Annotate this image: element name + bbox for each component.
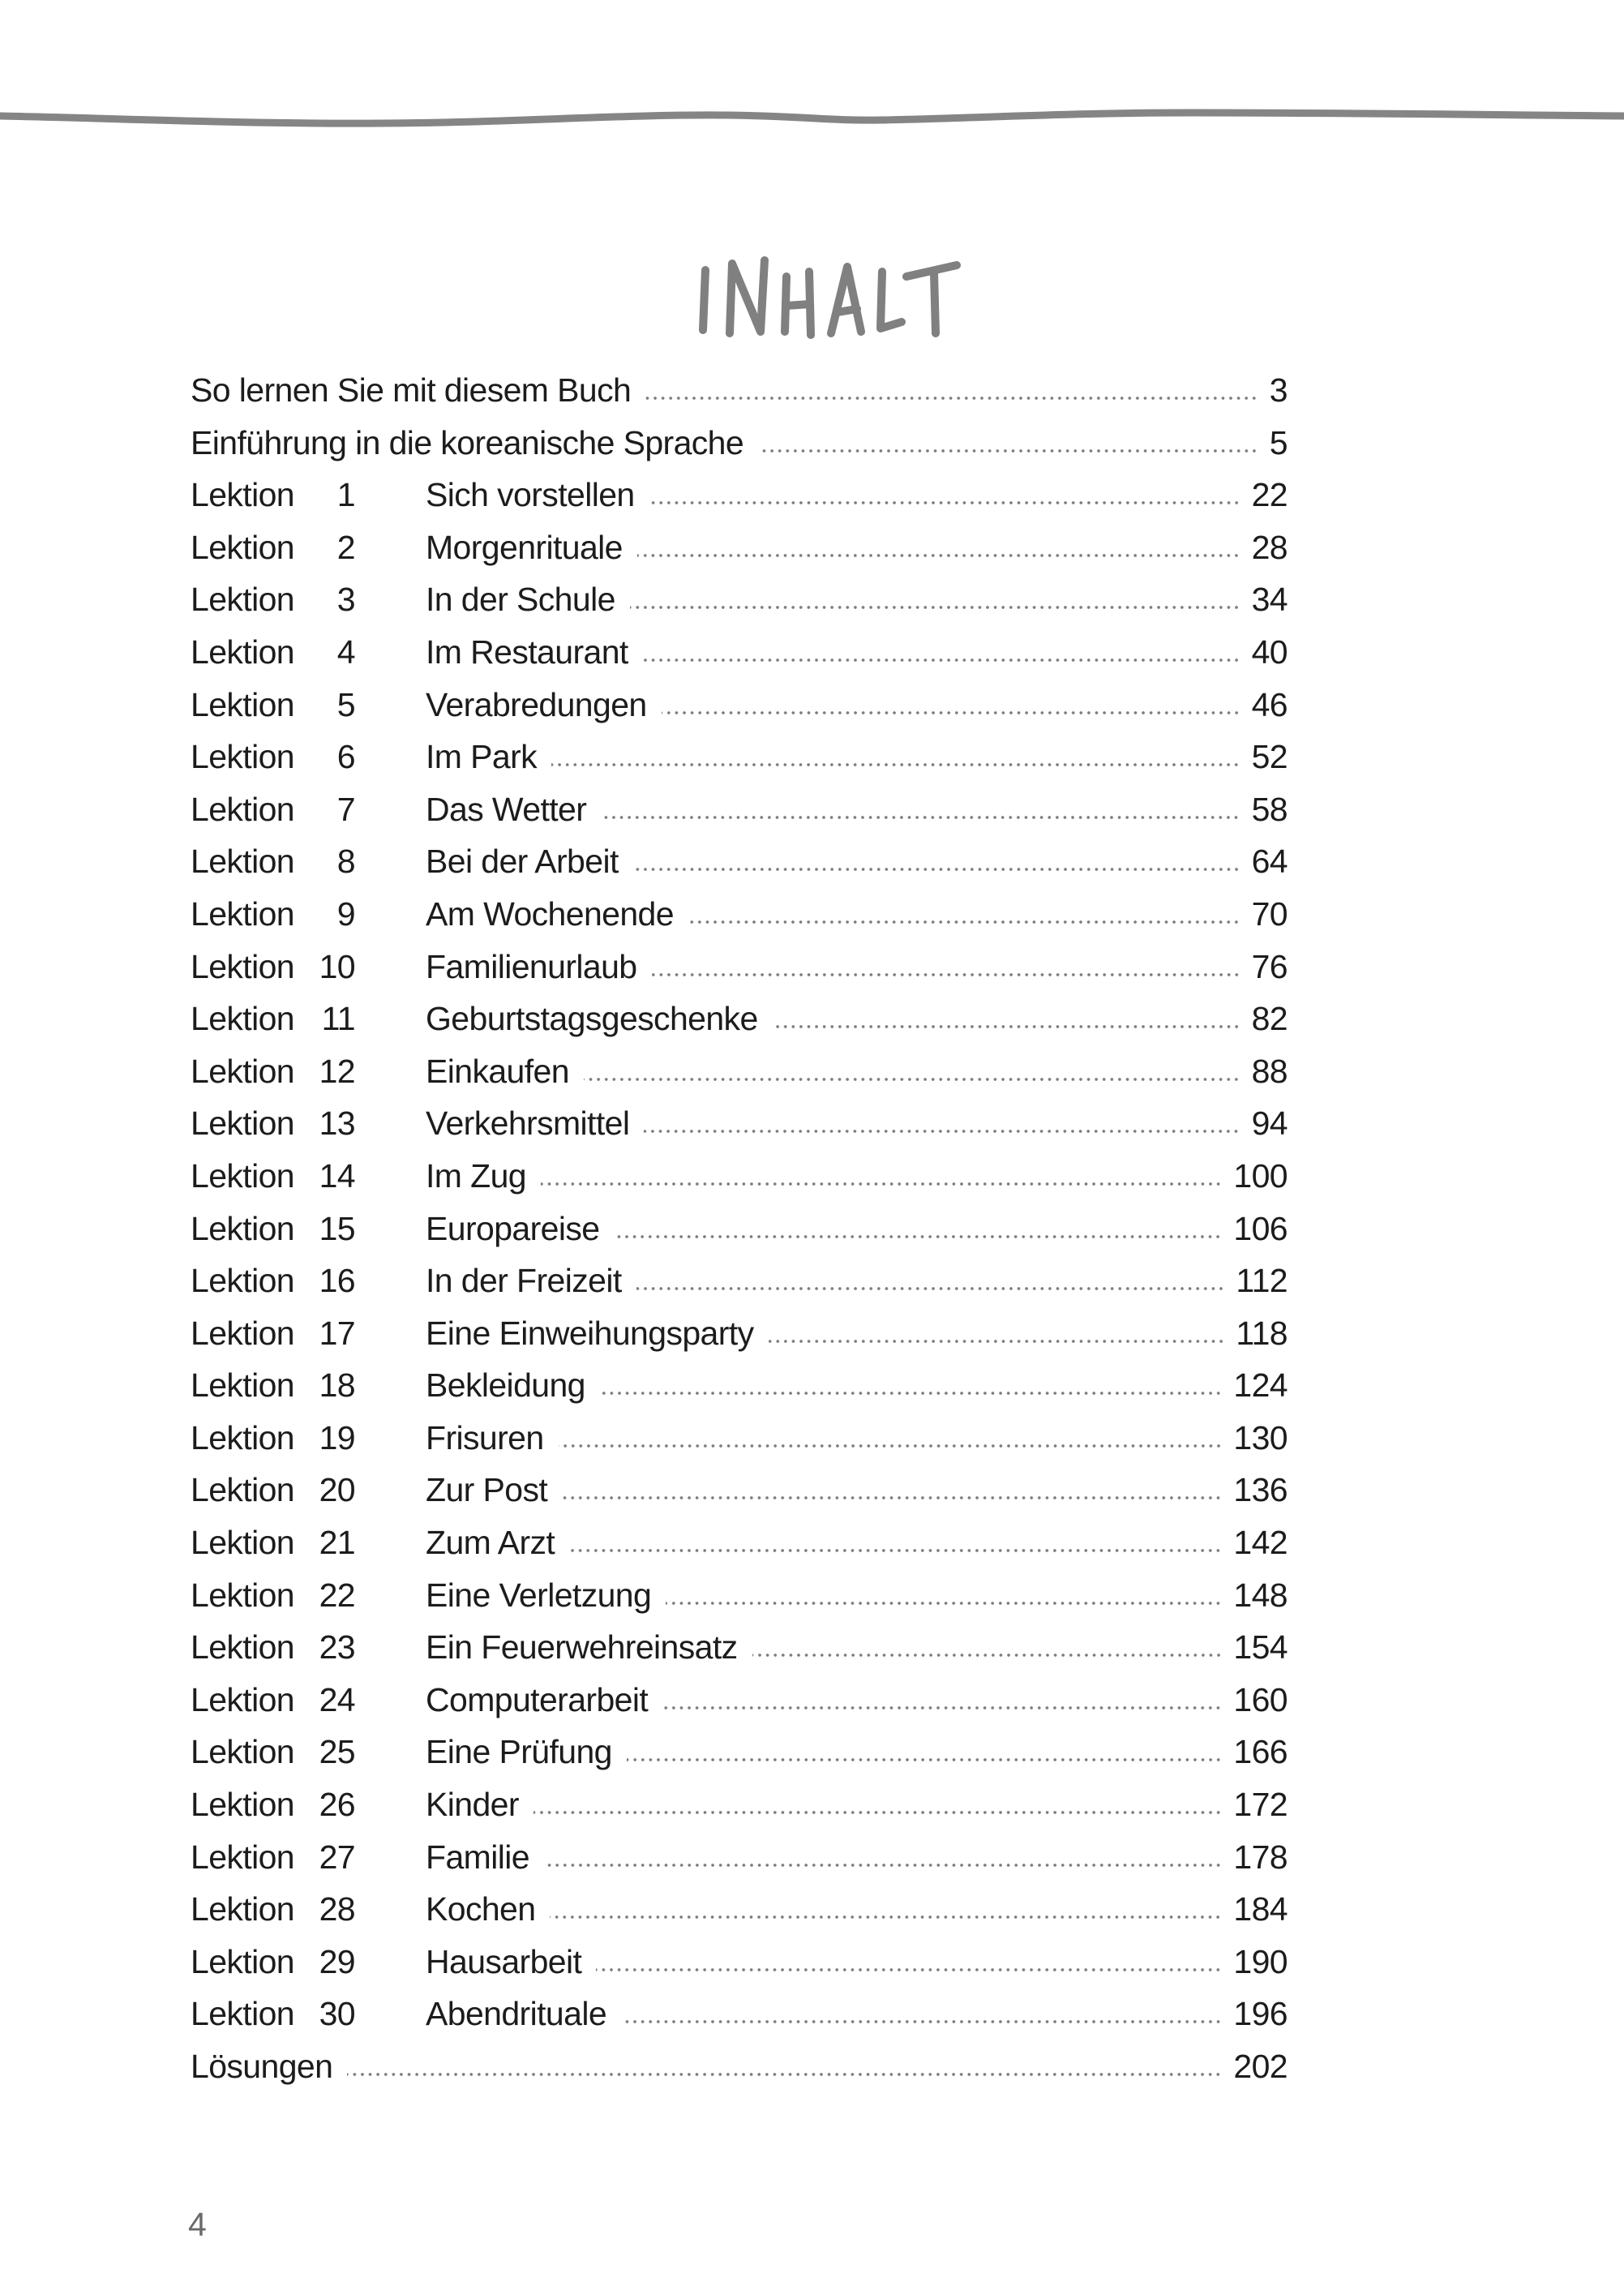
- dot-leader: [645, 396, 1258, 401]
- toc-entry-title: Im Park: [426, 738, 538, 776]
- dot-leader: [541, 1182, 1222, 1186]
- toc-entry-title: Verkehrsmittel: [426, 1105, 630, 1143]
- lesson-label: Lektion: [191, 633, 295, 671]
- toc-entry-lesson[interactable]: [191, 1412, 1288, 1465]
- dot-leader: [544, 1863, 1222, 1868]
- lesson-label: Lektion: [191, 738, 295, 776]
- toc-entry-page: 82: [1251, 1000, 1288, 1038]
- toc-entry-page: 184: [1233, 1890, 1288, 1928]
- lesson-number: 3: [336, 581, 355, 619]
- toc-entry-lesson[interactable]: [191, 1359, 1288, 1412]
- toc-entry-title: Lösungen: [191, 2048, 333, 2085]
- dot-leader: [630, 605, 1240, 610]
- lesson-number: 29: [319, 1942, 355, 1980]
- toc-entry-title: Am Wochenende: [426, 894, 674, 933]
- lesson-label: Lektion: [191, 1262, 295, 1300]
- toc-entry-page: 196: [1233, 1995, 1288, 2033]
- toc-entry-page: 142: [1233, 1524, 1288, 1562]
- dot-leader: [644, 1129, 1240, 1134]
- toc-entry-intro[interactable]: [191, 364, 1288, 417]
- dot-leader: [758, 448, 1258, 453]
- toc-entry-lesson[interactable]: [191, 941, 1288, 993]
- toc-entry-lesson[interactable]: [191, 1203, 1288, 1255]
- dot-leader: [533, 1810, 1222, 1815]
- lesson-number: 23: [319, 1628, 355, 1667]
- toc-entry-title: Europareise: [426, 1209, 600, 1247]
- lesson-label: Lektion: [191, 685, 295, 723]
- toc-entry-title: Eine Prüfung: [426, 1733, 612, 1771]
- dot-leader: [643, 658, 1240, 663]
- toc-entry-page: 88: [1251, 1052, 1288, 1090]
- toc-entry-title: Morgenrituale: [426, 528, 623, 566]
- toc-entry-title: Geburtstagsgeschenke: [426, 1000, 758, 1038]
- toc-entry-lesson[interactable]: [191, 1674, 1288, 1727]
- toc-entry-lesson[interactable]: [191, 626, 1288, 679]
- lesson-number: 21: [319, 1524, 355, 1562]
- toc-entry-page: 76: [1251, 947, 1288, 985]
- lesson-number: 27: [319, 1838, 355, 1876]
- toc-entry-lesson[interactable]: [191, 1778, 1288, 1831]
- toc-entry-title: Abendrituale: [426, 1995, 607, 2033]
- toc-entry-lesson[interactable]: [191, 1621, 1288, 1674]
- lesson-number: 9: [336, 894, 355, 933]
- lesson-number: 22: [319, 1576, 355, 1614]
- lesson-number: 2: [336, 528, 355, 566]
- dot-leader: [636, 1286, 1225, 1291]
- toc-entry-page: 5: [1269, 423, 1288, 461]
- toc-entry-page: 70: [1251, 894, 1288, 933]
- toc-entry-lesson[interactable]: [191, 835, 1288, 888]
- lesson-label: Lektion: [191, 1314, 295, 1352]
- toc-entry-lesson[interactable]: [191, 1569, 1288, 1622]
- lesson-label: Lektion: [191, 1105, 295, 1143]
- toc-entry-page: 190: [1233, 1942, 1288, 1980]
- toc-entry-page: 136: [1233, 1471, 1288, 1509]
- dot-leader: [550, 1915, 1222, 1920]
- toc-entry-title: Einführung in die koreanische Sprache: [191, 423, 744, 461]
- toc-entry-page: 46: [1251, 685, 1288, 723]
- toc-entry-lesson[interactable]: [191, 521, 1288, 574]
- toc-entry-page: 166: [1233, 1733, 1288, 1771]
- toc-entry-page: 106: [1233, 1209, 1288, 1247]
- toc-entry-lesson[interactable]: [191, 1307, 1288, 1360]
- toc-entry-title: Zum Arzt: [426, 1524, 555, 1562]
- toc-entry-page: 28: [1251, 528, 1288, 566]
- toc-entry-page: 148: [1233, 1576, 1288, 1614]
- dot-leader: [752, 1653, 1223, 1658]
- toc-entry-page: 124: [1233, 1366, 1288, 1405]
- toc-entry-title: Frisuren: [426, 1418, 544, 1456]
- dot-leader: [649, 500, 1240, 505]
- toc-entry-page: 178: [1233, 1838, 1288, 1876]
- toc-entry-page: 154: [1233, 1628, 1288, 1667]
- toc-entry-lesson[interactable]: [191, 731, 1288, 783]
- dot-leader: [633, 867, 1240, 872]
- toc-entry-title: Eine Verletzung: [426, 1576, 652, 1614]
- toc-entry-solutions[interactable]: [191, 2040, 1288, 2093]
- lesson-number: 14: [319, 1156, 355, 1195]
- dot-leader: [662, 1705, 1222, 1710]
- toc-entry-lesson[interactable]: [191, 993, 1288, 1045]
- toc-entry-title: In der Freizeit: [426, 1262, 622, 1300]
- toc-entry-lesson[interactable]: [191, 1255, 1288, 1307]
- toc-entry-page: 112: [1236, 1262, 1288, 1300]
- lesson-label: Lektion: [191, 1000, 295, 1038]
- toc-entry-title: Hausarbeit: [426, 1942, 582, 1980]
- lesson-label: Lektion: [191, 1156, 295, 1195]
- dot-leader: [666, 1601, 1222, 1606]
- lesson-label: Lektion: [191, 1209, 295, 1247]
- lesson-label: Lektion: [191, 1366, 295, 1405]
- lesson-number: 12: [319, 1052, 355, 1090]
- toc-entry-title: Eine Einweihungsparty: [426, 1314, 754, 1352]
- lesson-label: Lektion: [191, 947, 295, 985]
- lesson-label: Lektion: [191, 1680, 295, 1718]
- toc-entry-page: 100: [1233, 1156, 1288, 1195]
- lesson-number: 10: [319, 947, 355, 985]
- top-wavy-rule: [0, 97, 1624, 146]
- toc-entry-title: Ein Feuerwehreinsatz: [426, 1628, 738, 1667]
- dot-leader: [584, 1077, 1240, 1082]
- dot-leader: [562, 1495, 1222, 1500]
- toc-entry-title: Bei der Arbeit: [426, 843, 619, 881]
- lesson-number: 24: [319, 1680, 355, 1718]
- toc-entry-page: 130: [1233, 1418, 1288, 1456]
- toc-entry-page: 34: [1251, 581, 1288, 619]
- dot-leader: [347, 2072, 1222, 2077]
- toc-entry-lesson[interactable]: [191, 469, 1288, 521]
- lesson-number: 6: [336, 738, 355, 776]
- page-number: 4: [188, 2206, 207, 2243]
- lesson-number: 16: [319, 1262, 355, 1300]
- toc-entry-title: Kinder: [426, 1786, 519, 1824]
- lesson-label: Lektion: [191, 1733, 295, 1771]
- dot-leader: [600, 1391, 1223, 1396]
- toc-entry-page: 3: [1269, 371, 1288, 409]
- toc-entry-page: 172: [1233, 1786, 1288, 1824]
- toc-entry-title: Kochen: [426, 1890, 536, 1928]
- lesson-label: Lektion: [191, 1576, 295, 1614]
- toc-entry-lesson[interactable]: [191, 573, 1288, 626]
- toc-entry-page: 64: [1251, 843, 1288, 881]
- toc-entry-title: So lernen Sie mit diesem Buch: [191, 371, 632, 409]
- toc-entry-page: 22: [1251, 476, 1288, 514]
- lesson-label: Lektion: [191, 1838, 295, 1876]
- dot-leader: [614, 1234, 1222, 1239]
- lesson-number: 18: [319, 1366, 355, 1405]
- dot-leader: [569, 1548, 1222, 1553]
- toc-entry-title: Sich vorstellen: [426, 476, 635, 514]
- lesson-number: 5: [336, 685, 355, 723]
- dot-leader: [769, 1339, 1225, 1344]
- dot-leader: [773, 1024, 1240, 1029]
- toc-entry-page: 40: [1251, 633, 1288, 671]
- toc-entry-title: Das Wetter: [426, 790, 587, 828]
- toc-entry-lesson[interactable]: [191, 783, 1288, 836]
- toc-entry-lesson[interactable]: [191, 1516, 1288, 1569]
- toc-entry-lesson[interactable]: [191, 679, 1288, 731]
- lesson-label: Lektion: [191, 1418, 295, 1456]
- toc-entry-lesson[interactable]: [191, 1936, 1288, 1988]
- toc-entry-lesson[interactable]: [191, 1883, 1288, 1936]
- dot-leader: [688, 920, 1240, 924]
- lesson-number: 15: [319, 1209, 355, 1247]
- toc-entry-title: Einkaufen: [426, 1052, 569, 1090]
- lesson-label: Lektion: [191, 581, 295, 619]
- lesson-number: 26: [319, 1786, 355, 1824]
- toc-entry-title: Im Restaurant: [426, 633, 628, 671]
- toc-entry-page: 118: [1236, 1314, 1288, 1352]
- lesson-label: Lektion: [191, 1786, 295, 1824]
- lesson-label: Lektion: [191, 790, 295, 828]
- table-of-contents: [191, 364, 1288, 2093]
- lesson-number: 28: [319, 1890, 355, 1928]
- dot-leader: [596, 1967, 1222, 1972]
- toc-entry-title: Im Zug: [426, 1156, 526, 1195]
- toc-entry-page: 58: [1251, 790, 1288, 828]
- page-title: [689, 247, 965, 345]
- lesson-label: Lektion: [191, 1052, 295, 1090]
- toc-entry-lesson[interactable]: [191, 1464, 1288, 1516]
- toc-entry-lesson[interactable]: [191, 1045, 1288, 1098]
- lesson-number: 11: [321, 1000, 355, 1038]
- lesson-number: 1: [336, 476, 355, 514]
- toc-entry-lesson[interactable]: [191, 1726, 1288, 1778]
- lesson-label: Lektion: [191, 1471, 295, 1509]
- toc-entry-page: 160: [1233, 1680, 1288, 1718]
- toc-entry-lesson[interactable]: [191, 1988, 1288, 2040]
- toc-entry-lesson[interactable]: [191, 888, 1288, 941]
- toc-entry-title: Zur Post: [426, 1471, 548, 1509]
- dot-leader: [621, 2019, 1222, 2024]
- lesson-number: 25: [319, 1733, 355, 1771]
- toc-entry-lesson[interactable]: [191, 1097, 1288, 1150]
- lesson-label: Lektion: [191, 1890, 295, 1928]
- toc-entry-page: 202: [1233, 2048, 1288, 2085]
- lesson-label: Lektion: [191, 1628, 295, 1667]
- lesson-number: 4: [336, 633, 355, 671]
- lesson-label: Lektion: [191, 894, 295, 933]
- dot-leader: [601, 815, 1240, 820]
- dot-leader: [652, 972, 1240, 977]
- lesson-number: 7: [336, 790, 355, 828]
- toc-entry-lesson[interactable]: [191, 1150, 1288, 1203]
- lesson-label: Lektion: [191, 843, 295, 881]
- toc-entry-title: Verabredungen: [426, 685, 647, 723]
- toc-entry-title: Bekleidung: [426, 1366, 585, 1405]
- lesson-number: 8: [336, 843, 355, 881]
- lesson-label: Lektion: [191, 1942, 295, 1980]
- lesson-label: Lektion: [191, 1524, 295, 1562]
- dot-leader: [662, 710, 1240, 715]
- lesson-label: Lektion: [191, 528, 295, 566]
- toc-entry-title: Computerarbeit: [426, 1680, 649, 1718]
- toc-entry-title: Familienurlaub: [426, 947, 637, 985]
- toc-entry-intro[interactable]: [191, 417, 1288, 470]
- lesson-number: 13: [319, 1105, 355, 1143]
- lesson-number: 20: [319, 1471, 355, 1509]
- toc-entry-title: In der Schule: [426, 581, 615, 619]
- dot-leader: [637, 553, 1240, 558]
- lesson-label: Lektion: [191, 1995, 295, 2033]
- dot-leader: [551, 762, 1240, 767]
- lesson-number: 17: [319, 1314, 355, 1352]
- toc-entry-title: Familie: [426, 1838, 529, 1876]
- lesson-label: Lektion: [191, 476, 295, 514]
- toc-entry-page: 52: [1251, 738, 1288, 776]
- lesson-number: 30: [319, 1995, 355, 2033]
- dot-leader: [559, 1443, 1223, 1448]
- toc-entry-page: 94: [1251, 1105, 1288, 1143]
- toc-entry-lesson[interactable]: [191, 1831, 1288, 1884]
- dot-leader: [627, 1757, 1223, 1762]
- lesson-number: 19: [319, 1418, 355, 1456]
